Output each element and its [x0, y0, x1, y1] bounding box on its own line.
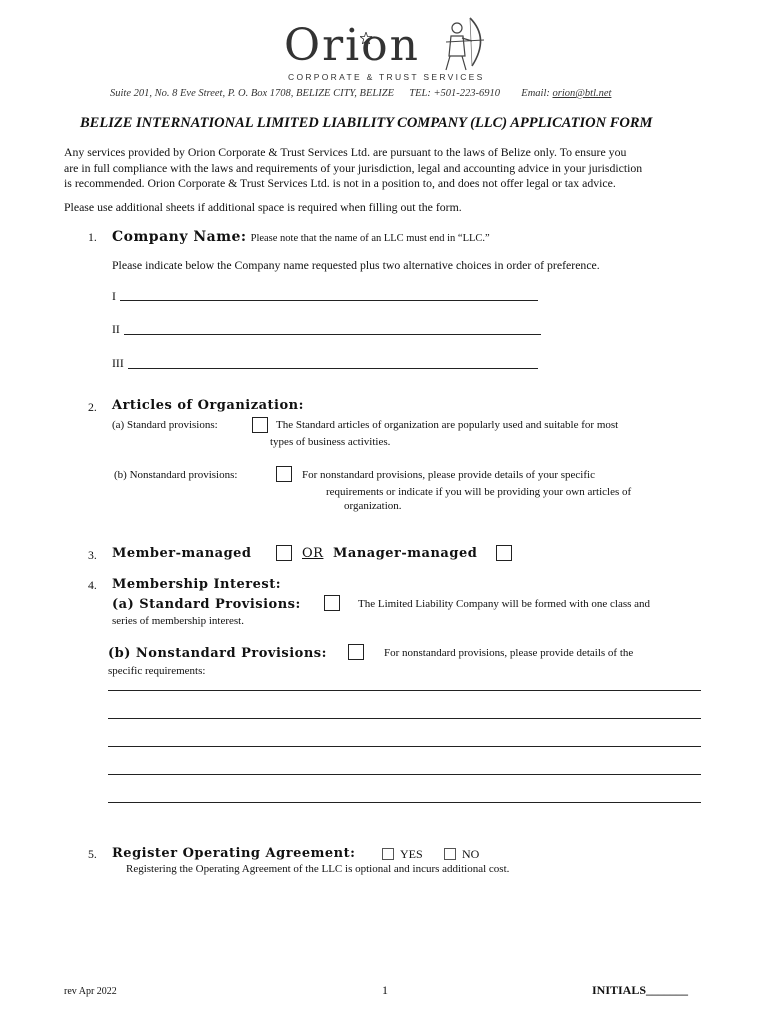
articles-nonstandard-desc-1: For nonstandard provisions, please provide details of your specific — [302, 469, 595, 481]
company-choice-2-field[interactable] — [124, 322, 541, 335]
company-choice-1-label: I — [112, 289, 116, 303]
company-choice-2-label: II — [112, 322, 120, 336]
operating-agreement-yes-checkbox[interactable] — [382, 848, 394, 860]
operating-agreement-heading: Register Operating Agreement: — [112, 846, 356, 861]
membership-standard-label: (a) Standard Provisions: — [112, 597, 301, 612]
membership-standard-desc-2: series of membership interest. — [112, 615, 244, 627]
additional-sheets-note: Please use additional sheets if additional space is required when filling out the form. — [64, 200, 462, 214]
address: Suite 201, No. 8 Eve Street, P. O. Box 1708, BELIZE CITY, BELIZE — [110, 88, 394, 99]
company-choice-1-field[interactable] — [120, 288, 538, 301]
address-line — [110, 88, 611, 99]
details-line-3[interactable] — [108, 736, 701, 747]
email-label: Email: — [521, 88, 550, 99]
articles-heading: Articles of Organization: — [112, 398, 304, 413]
company-name-note: Please note that the name of an LLC must end in “LLC.” — [250, 233, 490, 244]
initials-field[interactable]: INITIALS_______ — [592, 983, 689, 997]
section-1-number: 1. — [88, 230, 97, 244]
operating-agreement-no-checkbox[interactable] — [444, 848, 456, 860]
articles-nonstandard-desc-3: organization. — [344, 500, 402, 512]
articles-standard-label: (a) Standard provisions: — [112, 419, 218, 431]
membership-standard-desc-1: The Limited Liability Company will be formed with one class and — [358, 598, 651, 610]
intro-line-3: is recommended. Orion Corporate & Trust Services Ltd. is not in a position to, and does not offer legal or tax advice. — [64, 176, 616, 190]
details-line-1[interactable] — [108, 680, 701, 691]
membership-nonstandard-desc-1: For nonstandard provisions, please provide details of the — [384, 647, 634, 659]
company-choice-3-label: III — [112, 356, 124, 370]
membership-nonstandard-checkbox[interactable] — [348, 644, 364, 660]
email-link[interactable]: orion@btl.net — [552, 88, 612, 99]
company-name-heading: Company Name: — [112, 229, 247, 245]
member-managed-checkbox[interactable] — [276, 545, 292, 561]
logo-subtitle: CORPORATE & TRUST SERVICES — [288, 72, 485, 82]
intro-paragraph — [64, 145, 714, 192]
section-5-number: 5. — [88, 847, 97, 861]
intro-line-2: are in full compliance with the laws and requirements of your jurisdiction, legal and accounting advice in your jurisdiction — [64, 160, 643, 175]
articles-nonstandard-desc-2: requirements or indicate if you will be providing your own articles of — [326, 486, 632, 498]
section-2-number: 2. — [88, 400, 97, 414]
manager-managed-label: Manager-managed — [333, 546, 478, 561]
details-line-5[interactable] — [108, 792, 701, 803]
page-number: 1 — [382, 983, 388, 997]
section-3-number: 3. — [88, 548, 97, 562]
section-4-number: 4. — [88, 578, 97, 592]
section-1-header — [112, 228, 490, 246]
company-choice-3-field[interactable] — [128, 356, 538, 369]
form-title: BELIZE INTERNATIONAL LIMITED LIABILITY COMPANY (LLC) APPLICATION FORM — [80, 115, 653, 131]
operating-agreement-note: Registering the Operating Agreement of the LLC is optional and incurs additional cost. — [126, 863, 510, 875]
details-line-2[interactable] — [108, 708, 701, 719]
membership-nonstandard-label: (b) Nonstandard Provisions: — [108, 646, 327, 661]
articles-nonstandard-checkbox[interactable] — [276, 466, 292, 482]
intro-line-1: Any services provided by Orion Corporate & Trust Services Ltd. are pursuant to the laws of Belize only. To ensure you — [64, 145, 627, 159]
articles-nonstandard-label: (b) Nonstandard provisions: — [114, 469, 238, 481]
member-managed-label: Member-managed — [112, 546, 252, 561]
articles-standard-checkbox[interactable] — [252, 417, 268, 433]
manager-managed-checkbox[interactable] — [496, 545, 512, 561]
star-icon — [360, 32, 372, 44]
operating-agreement-yes-label: YES — [400, 847, 423, 861]
company-name-instruction: Please indicate below the Company name requested plus two alternative choices in order of preference. — [112, 258, 600, 272]
operating-agreement-no-label: NO — [462, 847, 480, 861]
logo-text: Orion — [284, 20, 421, 71]
details-line-4[interactable] — [108, 764, 701, 775]
logo — [282, 14, 502, 84]
membership-nonstandard-desc-2: specific requirements: — [108, 665, 206, 677]
telephone: TEL: +501-223-6910 — [409, 88, 501, 99]
revision-date: rev Apr 2022 — [64, 986, 117, 997]
archer-logo-icon — [432, 14, 492, 74]
articles-standard-desc-1: The Standard articles of organization are popularly used and suitable for most — [276, 419, 619, 431]
articles-standard-desc-2: types of business activities. — [270, 436, 391, 448]
membership-interest-heading: Membership Interest: — [112, 577, 282, 592]
or-label: OR — [302, 546, 324, 561]
membership-standard-checkbox[interactable] — [324, 595, 340, 611]
